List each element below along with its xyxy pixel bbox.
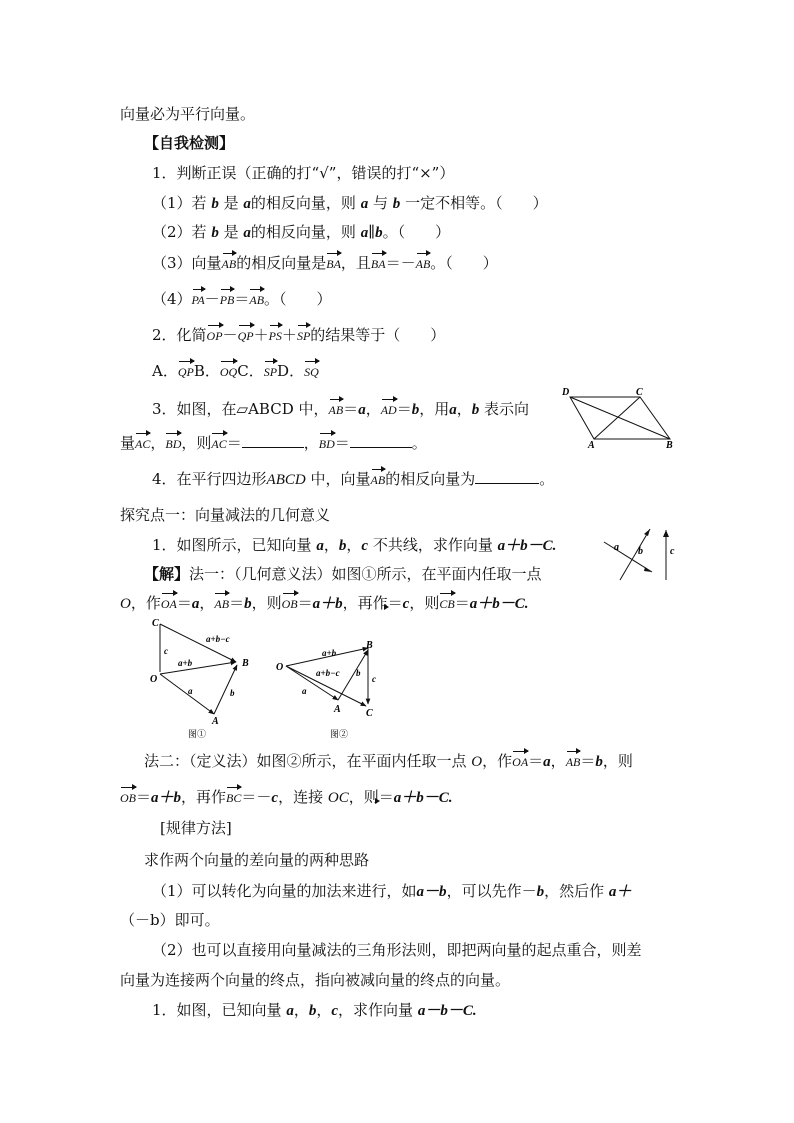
figure-label: C — [636, 387, 643, 398]
text-fragment: （4） — [152, 290, 192, 308]
text-fragment: c — [361, 538, 369, 554]
text-fragment: a — [286, 1003, 294, 1019]
figure-label: a — [614, 542, 619, 553]
text-fragment: a — [243, 225, 251, 241]
vector-symbol: BD — [319, 432, 335, 454]
vector-symbol: BD — [165, 432, 181, 454]
vector-symbol: AB — [371, 468, 386, 490]
text-fragment: b — [471, 402, 480, 418]
question-1 — [152, 163, 454, 183]
figure-label: C — [152, 618, 159, 629]
text-fragment: D． — [277, 362, 305, 380]
text-fragment: 量 — [120, 434, 136, 452]
text-fragment: ， — [365, 400, 381, 418]
vector-symbol: SP — [264, 360, 277, 382]
vector-symbol: CB — [439, 592, 454, 614]
text-fragment: ＋ — [281, 326, 297, 344]
text-fragment: a＋b — [312, 596, 343, 612]
text-fragment: ＝ — [334, 434, 350, 452]
vector-AB: AB — [416, 252, 431, 274]
solution-method-1 — [144, 564, 542, 584]
text-fragment: 【自我检测】 — [144, 134, 235, 152]
figure-label: O — [150, 674, 158, 685]
text-fragment: b — [308, 1003, 317, 1019]
text-fragment: 。（ ） — [264, 290, 332, 308]
text-fragment: （2）也可以直接用向量减法的三角形法则，即把两向量的起点重合，则差 — [152, 941, 642, 959]
text-fragment: a＋ — [608, 884, 632, 900]
text-fragment: a — [360, 225, 369, 241]
text-fragment: a＋b — [151, 790, 182, 806]
self-test-heading — [144, 133, 234, 153]
text-fragment: ＝ — [528, 752, 544, 770]
vector-PA: PA — [192, 288, 205, 310]
figure-label: D — [562, 387, 570, 398]
text-fragment: ＝ — [378, 788, 394, 806]
question-2-options — [152, 360, 319, 382]
figure-label: 图② — [330, 729, 349, 739]
rule-heading — [160, 818, 232, 838]
text-fragment: 。 — [411, 434, 427, 452]
text-fragment: ，则 — [251, 594, 282, 612]
figure-label: a+b−c — [316, 668, 340, 678]
text-fragment: c — [271, 790, 279, 806]
text-fragment: ＝ — [580, 752, 596, 770]
vector-AB: AB — [222, 252, 237, 274]
text-line-1 — [120, 104, 255, 124]
vector-symbol: BC — [226, 786, 241, 808]
vector-symbol: QP — [178, 360, 194, 382]
text-fragment: b — [244, 596, 252, 612]
text-fragment: ，再作 — [342, 594, 388, 612]
figure-label: a+b — [178, 658, 193, 668]
text-fragment: ＝ — [387, 594, 403, 612]
text-fragment: 的相反向量是 — [236, 254, 327, 272]
figure-label: b — [638, 546, 643, 557]
rule-line-2 — [152, 881, 631, 902]
text-fragment: 【解】 — [144, 565, 190, 583]
exercise-1 — [152, 1000, 477, 1021]
vector-symbol: AC — [135, 432, 150, 454]
text-fragment: b — [211, 196, 219, 212]
text-fragment: OC — [327, 790, 349, 806]
text-fragment: ，用 — [419, 400, 450, 418]
solution-method-2-cont — [120, 786, 453, 808]
figure-label: b — [356, 668, 361, 678]
text-fragment: 的相反向量为 — [385, 470, 476, 488]
text-fragment: O — [120, 596, 131, 612]
rule-line-5 — [120, 970, 510, 990]
text-fragment: b — [338, 538, 347, 554]
text-fragment: ＝ — [176, 594, 192, 612]
text-fragment: a — [191, 596, 200, 612]
text-fragment: a — [358, 402, 366, 418]
text-fragment: 与 — [372, 194, 388, 212]
figure-label: A — [334, 704, 341, 715]
text-fragment: ，则 — [181, 434, 212, 452]
question-1-4 — [152, 288, 332, 310]
text-fragment: ＋ — [253, 326, 269, 344]
vector-AB: AB — [249, 288, 264, 310]
figure-label: c — [372, 674, 376, 684]
question-3-line-1 — [152, 398, 529, 420]
question-1-2 — [152, 222, 450, 243]
question-2 — [152, 324, 445, 346]
parallelogram-figure — [560, 384, 680, 450]
figure-label: a — [188, 686, 193, 696]
text-fragment: 一定不相等。（ ） — [405, 194, 548, 212]
text-fragment: ，然后作 — [544, 882, 605, 900]
text-fragment: ，作 — [482, 752, 513, 770]
vector-symbol: OA — [161, 592, 177, 614]
text-fragment: b — [211, 225, 219, 241]
answer-blank — [350, 447, 412, 448]
text-fragment: O — [471, 754, 483, 770]
rule-line-1 — [144, 850, 369, 870]
text-fragment: 。（ ） — [430, 254, 498, 272]
rule-line-4 — [152, 940, 642, 960]
text-fragment: b — [392, 196, 401, 212]
vector-symbol: OB — [282, 592, 298, 614]
text-fragment: － — [222, 326, 238, 344]
text-fragment: 是 — [223, 223, 239, 241]
text-fragment: ＝ — [136, 788, 152, 806]
text-fragment: 2．化简 — [152, 326, 207, 344]
text-fragment: ＝ — [226, 434, 242, 452]
text-fragment: ， — [316, 1001, 332, 1019]
text-fragment: ∥ — [368, 223, 376, 241]
text-fragment: ，则 — [348, 788, 379, 806]
vectors-abc-figure — [600, 524, 685, 584]
text-fragment: 中，向量 — [310, 470, 371, 488]
text-fragment: b — [411, 402, 420, 418]
text-fragment: ，则 — [409, 594, 440, 612]
text-fragment: ，可以先作－ — [446, 882, 537, 900]
text-fragment: ， — [293, 1001, 309, 1019]
figure-label: b — [230, 688, 235, 698]
text-fragment: ， — [346, 536, 362, 554]
text-fragment: ，求作向量 — [338, 1001, 414, 1019]
vector-symbol: AD — [381, 398, 397, 420]
text-fragment: 向量为连接两个向量的终点，指向被减向量的终点的向量。 — [120, 971, 511, 989]
example-1 — [152, 535, 556, 556]
vector-symbol: AC — [211, 432, 226, 454]
text-fragment: 不共线，求作向量 — [372, 536, 493, 554]
text-fragment: a＋b－C. — [393, 790, 453, 806]
text-fragment: 的结果等于（ ） — [310, 326, 446, 344]
text-fragment: 向量必为平行向量。 — [120, 105, 256, 123]
text-fragment: a — [543, 754, 551, 770]
text-fragment: B． — [193, 362, 220, 380]
text-fragment: 3．如图，在▱ABCD 中， — [152, 400, 329, 418]
solution-method-2 — [144, 750, 633, 772]
text-fragment: ＝－ — [385, 254, 416, 272]
answer-blank — [242, 447, 304, 448]
text-fragment: 4．在平行四边形 — [152, 470, 267, 488]
answer-blank — [475, 483, 539, 484]
text-fragment: 是 — [223, 194, 239, 212]
text-fragment: ， — [550, 752, 566, 770]
text-fragment: a－b — [416, 884, 447, 900]
text-fragment: c — [402, 596, 410, 612]
text-fragment: （2）若 — [152, 223, 207, 241]
text-fragment: 求作两个向量的差向量的两种思路 — [144, 851, 370, 869]
figure-label: A — [588, 440, 595, 450]
question-1-3 — [152, 252, 498, 274]
text-fragment: ，则 — [602, 752, 633, 770]
text-fragment: 法一：（几何意义法）如图①所示，在平面内任取一点 — [189, 565, 542, 583]
text-fragment: ， — [456, 400, 472, 418]
text-fragment: ＝ — [297, 594, 313, 612]
text-fragment: （1）可以转化为向量的加法来进行，如 — [152, 882, 417, 900]
figure-label: B — [242, 658, 249, 669]
explore-heading — [120, 505, 330, 525]
text-fragment: b — [375, 225, 383, 241]
figure-label: 图① — [188, 729, 207, 739]
figure-label: B — [366, 640, 373, 651]
vector-symbol: OP — [207, 324, 223, 346]
figure-2 — [272, 636, 392, 740]
figure-label: B — [666, 440, 673, 450]
text-fragment: a＋b－C. — [497, 538, 557, 554]
figure-label: c — [670, 546, 675, 557]
text-fragment: （3）向量 — [152, 254, 222, 272]
rule-line-3 — [120, 910, 220, 930]
text-fragment: 的相反向量，则 — [250, 223, 356, 241]
figure-1 — [140, 614, 260, 740]
text-fragment: ， — [323, 536, 339, 554]
text-fragment: （－b）即可。 — [120, 911, 220, 929]
text-fragment: 1．判断正误（正确的打“√”，错误的打“×”） — [152, 164, 455, 182]
vector-symbol: OA — [512, 750, 528, 772]
text-fragment: ， — [150, 434, 166, 452]
text-fragment: [规律方法] — [160, 819, 232, 837]
text-fragment: a＋b－C. — [469, 596, 529, 612]
text-fragment: ，连接 — [278, 788, 324, 806]
vector-symbol: SQ — [304, 360, 319, 382]
text-fragment: 1．如图，已知向量 — [152, 1001, 282, 1019]
vector-BA: BA — [371, 252, 386, 274]
question-3-line-2 — [120, 432, 427, 454]
text-fragment: ＝ — [396, 400, 412, 418]
figure-label: A — [212, 716, 219, 727]
text-fragment: b — [536, 884, 545, 900]
text-fragment: ABCD — [266, 472, 306, 488]
figure-label: O — [276, 662, 284, 673]
question-1-1 — [152, 193, 548, 214]
figure-label: c — [164, 646, 168, 656]
text-fragment: ＝－ — [241, 788, 272, 806]
text-fragment: ， — [303, 434, 319, 452]
text-fragment: 的相反向量，则 — [250, 194, 356, 212]
text-fragment: b — [595, 754, 603, 770]
text-fragment: （1）若 — [152, 194, 207, 212]
text-fragment: ，作 — [130, 594, 161, 612]
text-fragment: 。 — [539, 470, 555, 488]
text-fragment: a — [449, 402, 457, 418]
solution-method-1-cont — [120, 592, 528, 614]
figure-label: C — [366, 708, 373, 719]
text-fragment: 法二：（定义法）如图②所示，在平面内任取一点 — [144, 752, 467, 770]
vector-symbol: PS — [269, 324, 282, 346]
vector-symbol: AB — [329, 398, 344, 420]
text-fragment: C． — [237, 362, 264, 380]
text-fragment: a－b－C. — [417, 1003, 477, 1019]
figure-label: a — [302, 686, 307, 696]
text-fragment: ＝ — [343, 400, 359, 418]
text-fragment: c — [331, 1003, 339, 1019]
vector-symbol: SP — [297, 324, 310, 346]
text-fragment: ＝ — [454, 594, 470, 612]
text-fragment: a — [243, 196, 251, 212]
vector-symbol: AB — [566, 750, 581, 772]
vector-symbol: OQ — [220, 360, 237, 382]
question-4 — [152, 468, 554, 490]
vector-symbol: QP — [238, 324, 254, 346]
text-fragment: ，再作 — [181, 788, 227, 806]
text-fragment: 。（ ） — [382, 223, 451, 241]
text-fragment: 1．如图所示，已知向量 — [152, 536, 312, 554]
vector-BA: BA — [326, 252, 341, 274]
vector-symbol: OB — [120, 786, 136, 808]
text-fragment: 表示向 — [484, 400, 530, 418]
vector-symbol: AB — [214, 592, 229, 614]
text-fragment: A． — [152, 362, 178, 380]
text-fragment: － — [204, 290, 220, 308]
text-fragment: ＝ — [229, 594, 245, 612]
vector-PB: PB — [220, 288, 235, 310]
text-fragment: a — [360, 196, 369, 212]
figure-label: a+b — [322, 648, 337, 658]
text-fragment: a — [316, 538, 324, 554]
text-fragment: ＝ — [234, 290, 250, 308]
text-fragment: ， — [199, 594, 215, 612]
text-fragment: 探究点一：向量减法的几何意义 — [120, 506, 331, 524]
figure-label: a+b−c — [206, 634, 230, 644]
text-fragment: ，且 — [340, 254, 371, 272]
